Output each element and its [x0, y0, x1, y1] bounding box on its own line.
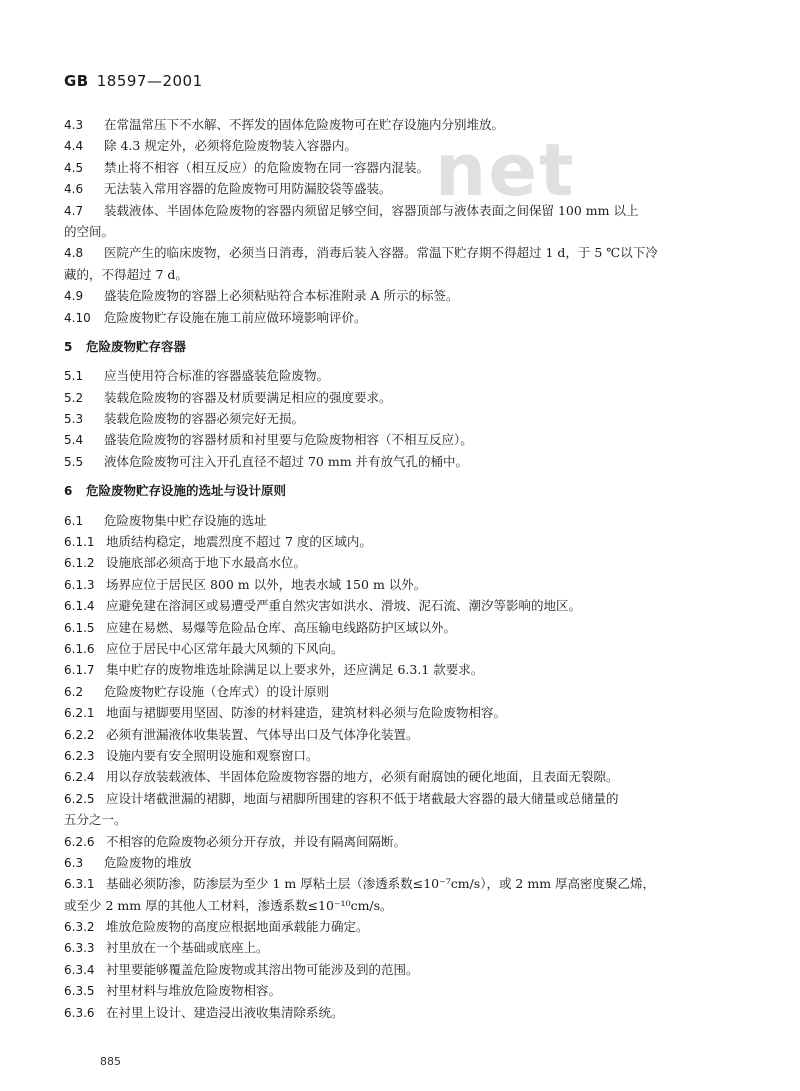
clause-number: 6.3.3	[64, 941, 95, 956]
clause-line	[64, 531, 744, 552]
clause-line	[64, 242, 744, 263]
clause-number: 6.1.7	[64, 663, 95, 678]
clause-number: 6.3.4	[64, 962, 95, 977]
clause-text: 应建在易燃、易爆等危险品仓库、高压输电线路防护区域以外。	[106, 619, 457, 635]
clause-line	[64, 980, 744, 1001]
clause-text: 应当使用符合标准的容器盛装危险废物。	[104, 368, 330, 384]
clause-line	[64, 659, 744, 680]
clause-line	[64, 916, 744, 937]
standard-prefix: GB	[64, 72, 89, 90]
clause-number: 4.10	[64, 310, 91, 325]
clause-text: 无法装入常用容器的危险废物可用防漏胶袋等盛装。	[104, 181, 392, 197]
section-heading-6	[64, 480, 744, 501]
clause-number: 6.3.6	[64, 1005, 95, 1020]
clause-text: 集中贮存的废物堆选址除满足以上要求外，还应满足 6.3.1 款要求。	[106, 662, 484, 678]
clause-text: 的空间。	[64, 223, 115, 239]
document-body	[64, 114, 744, 1023]
clause-line	[64, 809, 744, 830]
clause-text: 危险废物贮存设施（仓库式）的设计原则	[104, 683, 330, 699]
clause-text: 液体危险废物可注入开孔直径不超过 70 mm 并有放气孔的桶中。	[104, 453, 469, 469]
clause-number: 4.9	[64, 289, 84, 304]
clause-number: 6.2.5	[64, 791, 95, 806]
clause-text: 地质结构稳定，地震烈度不超过 7 度的区域内。	[106, 534, 372, 550]
clause-number: 6.2.2	[64, 727, 95, 742]
clause-text: 医院产生的临床废物，必须当日消毒，消毒后装入容器。常温下贮存期不得超过 1 d，于 5 ℃以下冷	[104, 245, 658, 261]
clause-line	[64, 307, 744, 328]
section-title: 危险废物贮存容器	[86, 338, 187, 354]
clause-text: 衬里材料与堆放危险废物相容。	[106, 983, 282, 999]
clause-line	[64, 157, 744, 178]
clause-text: 除 4.3 规定外，必须将危险废物装入容器内。	[104, 138, 357, 154]
clause-number: 6.1.2	[64, 556, 95, 571]
clause-list-section6	[64, 510, 744, 1023]
clause-number: 5.1	[64, 369, 84, 384]
clause-number: 4.6	[64, 182, 84, 197]
clause-text: 危险废物贮存设施在施工前应做环境影响评价。	[104, 309, 367, 325]
clause-text: 场界应位于居民区 800 m 以外，地表水域 150 m 以外。	[106, 576, 427, 592]
clause-text: 在常温常压下不水解、不挥发的固体危险废物可在贮存设施内分别堆放。	[104, 117, 505, 132]
clause-text: 用以存放装载液体、半固体危险废物容器的地方，必须有耐腐蚀的硬化地面，且表面无裂隙。	[106, 769, 619, 785]
clause-number: 4.8	[64, 246, 84, 261]
clause-text: 五分之一。	[64, 812, 127, 828]
clause-line	[64, 574, 744, 595]
clause-number: 4.4	[64, 139, 84, 154]
clause-number: 6.1.3	[64, 577, 95, 592]
clause-line	[64, 745, 744, 766]
clause-number: 6.2	[64, 684, 84, 699]
clause-number: 5.3	[64, 412, 84, 427]
clause-text: 危险废物集中贮存设施的选址	[104, 512, 267, 528]
clause-number: 6.3.2	[64, 920, 95, 935]
page-number: 885	[100, 1055, 121, 1068]
clause-number: 4.7	[64, 203, 84, 218]
clause-text: 必须有泄漏液体收集装置、气体导出口及气体净化装置。	[106, 726, 419, 742]
clause-text: 盛装危险废物的容器上必须粘贴符合本标准附录 A 所示的标签。	[104, 288, 459, 304]
clause-number: 6.1.6	[64, 641, 95, 656]
clause-text: 禁止将不相容（相互反应）的危险废物在同一容器内混装。	[104, 159, 430, 175]
clause-text: 设施内要有安全照明设施和观察窗口。	[106, 747, 319, 763]
watermark: net	[435, 128, 576, 212]
clause-text: 装载液体、半固体危险废物的容器内须留足够空间，容器顶部与液体表面之间保留 100 mm 以上	[104, 202, 639, 218]
standard-header	[64, 72, 203, 90]
section-number: 6	[64, 484, 73, 499]
clause-text: 地面与裙脚要用坚固、防渗的材料建造，建筑材料必须与危险废物相容。	[106, 705, 507, 721]
clause-text: 衬里放在一个基础或底座上。	[106, 940, 269, 956]
clause-line	[64, 724, 744, 745]
clause-line	[64, 617, 744, 638]
clause-text: 应避免建在溶洞区或易遭受严重自然灾害如洪水、滑坡、泥石流、潮汐等影响的地区。	[106, 598, 582, 614]
standard-number: 18597—2001	[96, 72, 203, 90]
clause-line	[64, 873, 744, 894]
clause-line	[64, 681, 744, 702]
clause-text: 基础必须防渗，防渗层为至少 1 m 厚粘土层（渗透系数≤10⁻⁷cm/s），或 2 mm 厚高密度聚乙烯，	[106, 876, 656, 892]
clause-line	[64, 510, 744, 531]
clause-line	[64, 766, 744, 787]
clause-line	[64, 1002, 744, 1023]
clause-line	[64, 595, 744, 616]
clause-line	[64, 264, 744, 285]
clause-number: 6.2.3	[64, 748, 95, 763]
section-heading-5	[64, 336, 744, 357]
clause-number: 6.1.5	[64, 620, 95, 635]
clause-line	[64, 285, 744, 306]
clause-line	[64, 408, 744, 429]
clause-line	[64, 451, 744, 472]
clause-text: 不相容的危险废物必须分开存放，并设有隔离间隔断。	[106, 833, 407, 849]
clause-line	[64, 365, 744, 386]
clause-line	[64, 552, 744, 573]
clause-text: 或至少 2 mm 厚的其他人工材料，渗透系数≤10⁻¹⁰cm/s。	[64, 897, 393, 913]
clause-line	[64, 831, 744, 852]
clause-number: 5.4	[64, 433, 84, 448]
clause-line	[64, 937, 744, 958]
section-title: 危险废物贮存设施的选址与设计原则	[86, 483, 287, 499]
clause-number: 6.2.1	[64, 706, 95, 721]
clause-number: 6.2.4	[64, 770, 95, 785]
clause-line	[64, 200, 744, 221]
clause-text: 藏的，不得超过 7 d。	[64, 266, 188, 282]
clause-number: 5.2	[64, 390, 84, 405]
clause-text: 盛装危险废物的容器材质和衬里要与危险废物相容（不相互反应）。	[104, 432, 473, 448]
clause-line	[64, 178, 744, 199]
clause-line	[64, 852, 744, 873]
clause-text: 装载危险废物的容器及材质要满足相应的强度要求。	[104, 389, 392, 405]
clause-text: 堆放危险废物的高度应根据地面承载能力确定。	[106, 919, 369, 935]
clause-line	[64, 114, 744, 135]
clause-number: 4.5	[64, 160, 84, 175]
clause-number: 6.3.1	[64, 877, 95, 892]
clause-line	[64, 895, 744, 916]
clause-text: 设施底部必须高于地下水最高水位。	[106, 555, 307, 571]
clause-number: 6.3.5	[64, 984, 95, 999]
clause-line	[64, 387, 744, 408]
clause-text: 衬里要能够覆盖危险废物或其溶出物可能涉及到的范围。	[106, 961, 419, 977]
clause-line	[64, 429, 744, 450]
clause-number: 6.1.4	[64, 599, 95, 614]
clause-list-section5	[64, 365, 744, 472]
clause-text: 危险废物的堆放	[104, 854, 192, 870]
clause-line	[64, 135, 744, 156]
clause-list-section4	[64, 114, 744, 328]
clause-number: 6.3	[64, 855, 84, 870]
clause-number: 5.5	[64, 454, 84, 469]
clause-text: 应设计堵截泄漏的裙脚，地面与裙脚所围建的容积不低于堵截最大容器的最大储量或总储量的	[106, 790, 619, 806]
clause-text: 装载危险废物的容器必须完好无损。	[104, 411, 305, 427]
clause-number: 6.2.6	[64, 834, 95, 849]
clause-line	[64, 959, 744, 980]
clause-line	[64, 638, 744, 659]
clause-number: 6.1.1	[64, 535, 95, 550]
clause-number: 4.3	[64, 118, 84, 132]
section-number: 5	[64, 339, 73, 354]
clause-line	[64, 221, 744, 242]
clause-text: 在衬里上设计、建造浸出液收集清除系统。	[106, 1004, 344, 1020]
clause-text: 应位于居民中心区常年最大风频的下风向。	[106, 640, 344, 656]
clause-number: 6.1	[64, 513, 84, 528]
clause-line	[64, 702, 744, 723]
clause-line	[64, 788, 744, 809]
